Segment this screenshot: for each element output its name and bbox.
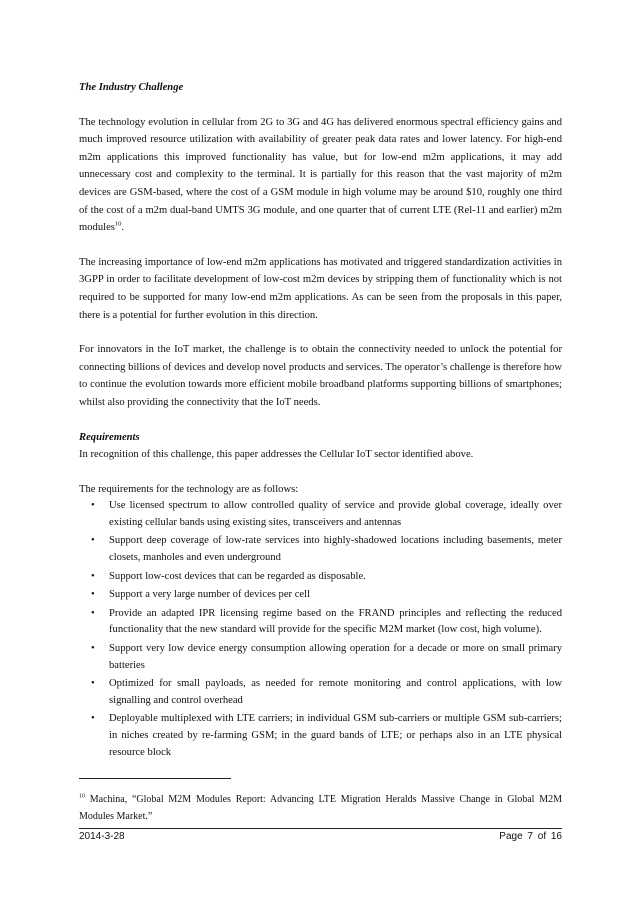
- list-item-text: Deployable multiplexed with LTE carriers; in individual GSM sub-carriers or multiple GSM sub-carriers; in niches created by re-farming GSM; in the guard bands of LTE; or perhaps also in an LTE physical resource block: [109, 713, 562, 758]
- list-item: [79, 606, 562, 639]
- list-item: [79, 641, 562, 674]
- list-item: [79, 711, 562, 761]
- bullet-icon: •: [91, 589, 95, 601]
- requirements-list: [79, 498, 562, 761]
- list-item: [79, 676, 562, 709]
- list-item: [79, 587, 562, 604]
- footer-date: 2014-3-28: [79, 831, 125, 842]
- bullet-icon: •: [91, 535, 95, 547]
- list-item: [79, 533, 562, 566]
- page-body: [79, 79, 562, 763]
- list-item-text: Support low-cost devices that can be regarded as disposable.: [109, 570, 366, 582]
- list-item-text: Optimized for small payloads, as needed for remote monitoring and control applications, with low signalling and control overhead: [109, 678, 562, 706]
- paragraph-iot-innovators: For innovators in the IoT market, the challenge is to obtain the connectivity needed to unlock the potential for connecting billions of devices and develop novel products and services. The operator’s challenge is therefore how to continue the evolution towards more efficient mobile broadband platforms supporting billions of smartphones; whilst also providing the connectivity that the IoT needs.: [79, 344, 562, 408]
- page-number: Page 7 of 16: [499, 831, 562, 842]
- paragraph-text: The technology evolution in cellular from 2G to 3G and 4G has delivered enormous spectral efficiency gains and much improved resource utilization with availability of greater peak data rates and lower latency. For high-end m2m applications this improved functionality has value, but for low-end m2m applications, it may add unnecessary cost and complexity to the terminal. It is partially for this reason that the vast majority of m2m devices are GSM-based, where the cost of a GSM module in high volume may be around $10, roughly one third of the cost of a m2m dual-band UMTS 3G module, and one quarter that of current LTE (Rel-11 and earlier) m2m modules: [79, 116, 562, 234]
- bullet-icon: •: [91, 570, 95, 582]
- bullet-icon: •: [91, 713, 95, 725]
- bullet-icon: •: [91, 500, 95, 512]
- section-heading-requirements: Requirements: [79, 431, 140, 443]
- section-heading-industry-challenge: The Industry Challenge: [79, 82, 184, 93]
- list-item: [79, 569, 562, 586]
- footnote-separator: [79, 778, 231, 779]
- paragraph-low-end-m2m: The increasing importance of low-end m2m applications has motivated and triggered standardization activities in 3GPP in order to facilitate development of low-cost m2m devices by stripping them of functionality which is not required to be supported for many low-end m2m applications. As can be seen from the proposals in this paper, there is a potential for further evolution in this direction.: [79, 256, 562, 321]
- list-item-text: Support a very large number of devices per cell: [109, 589, 311, 601]
- footnote-text: Machina, “Global M2M Modules Report: Advancing LTE Migration Heralds Massive Change in Global M2M Modules Market.”: [79, 794, 562, 822]
- footnote-reference: 10: [114, 220, 122, 228]
- paragraph-requirements-intro: In recognition of this challenge, this paper addresses the Cellular IoT sector identified above.: [79, 449, 474, 461]
- footnote: [79, 791, 562, 825]
- bullet-icon: •: [91, 643, 95, 655]
- list-item-text: Support very low device energy consumption allowing operation for a decade or more on small primary batteries: [109, 643, 562, 671]
- requirements-list-intro: The requirements for the technology are as follows:: [79, 483, 299, 495]
- list-item-text: Support deep coverage of low-rate services into highly-shadowed locations including basements, meter closets, manholes and even underground: [109, 535, 562, 564]
- list-item: [79, 498, 562, 531]
- paragraph-technology-evolution: [79, 114, 562, 237]
- footnote-number: 10: [79, 793, 85, 800]
- bullet-icon: •: [91, 678, 95, 690]
- bullet-icon: •: [91, 607, 95, 619]
- footer-divider: [79, 828, 562, 829]
- list-item-text: Use licensed spectrum to allow controlled quality of service and provide global coverage, ideally over existing cellular bands using existing sites, transceivers and antennas: [109, 500, 562, 528]
- list-item-text: Provide an adapted IPR licensing regime based on the FRAND principles and reflecting the reduced functionality that the new standard will provide for the specific M2M market (low cost, high volume).: [109, 607, 562, 636]
- paragraph-end: .: [121, 222, 125, 234]
